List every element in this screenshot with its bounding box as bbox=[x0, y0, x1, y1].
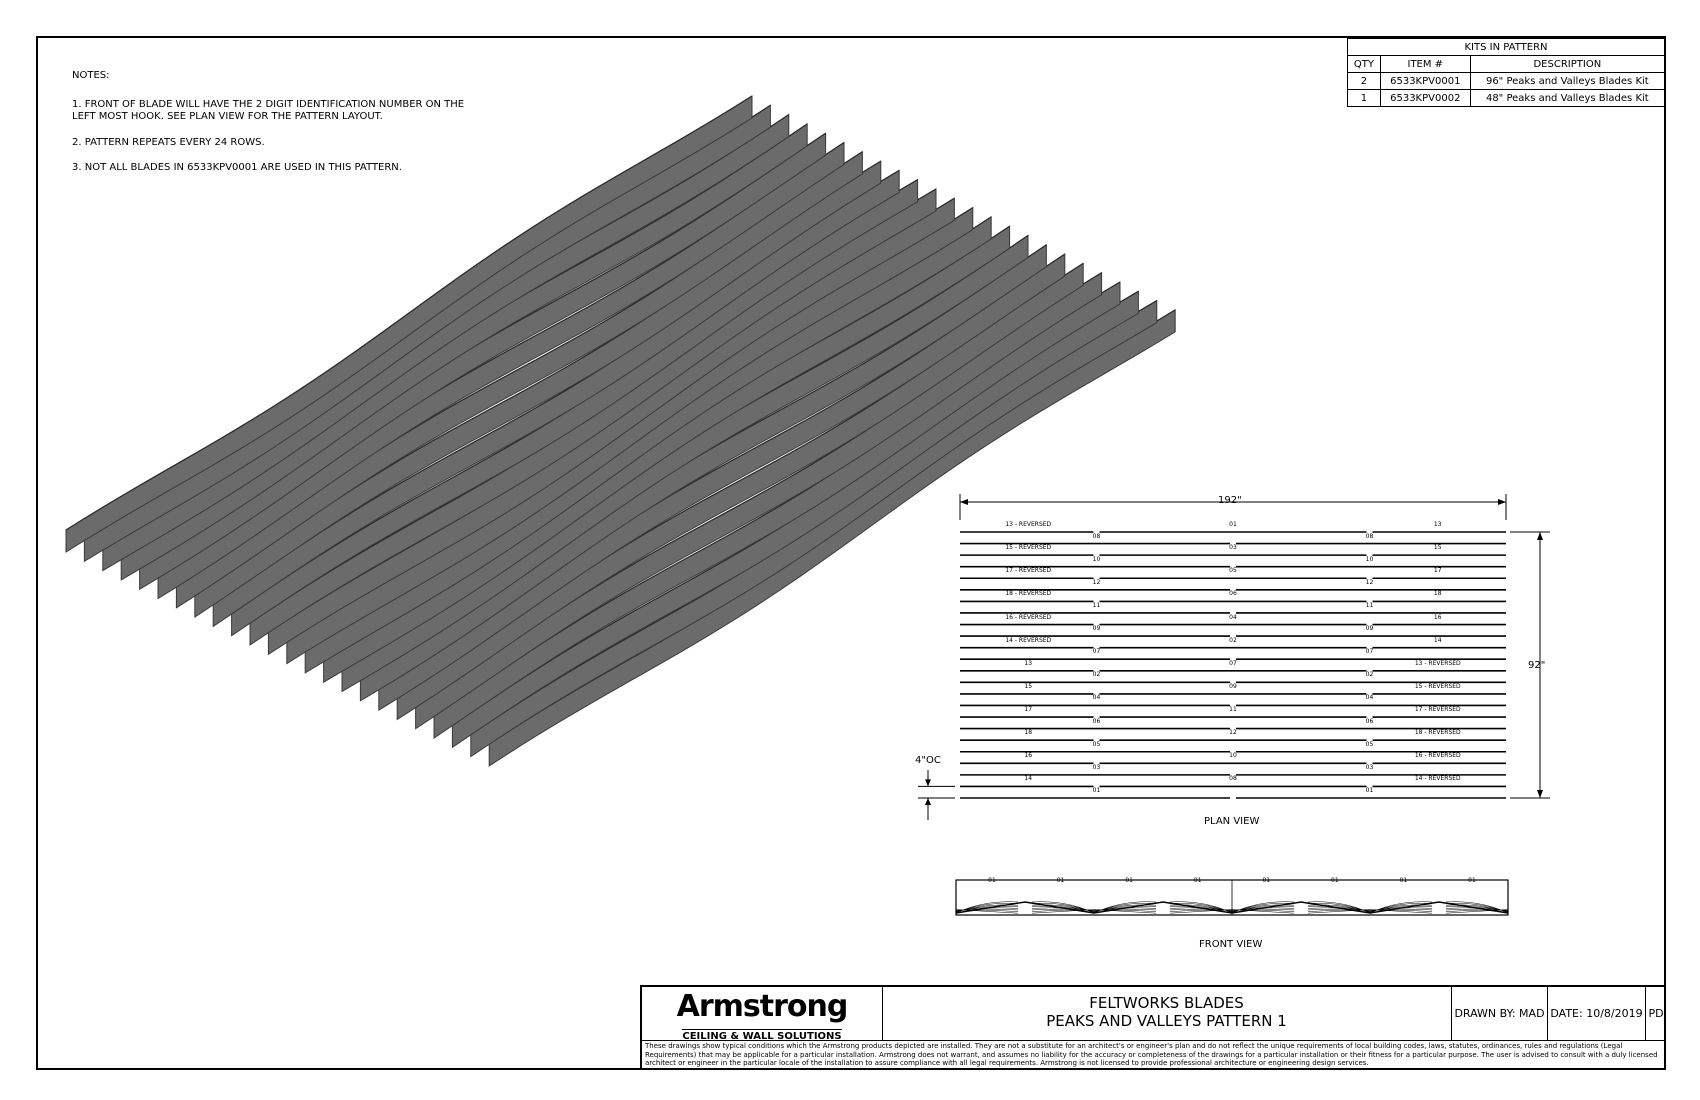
plan-blade-label: 10 bbox=[1092, 555, 1101, 563]
plan-blade-label: 05 bbox=[1092, 740, 1101, 748]
kit-item: 6533KPV0002 bbox=[1380, 90, 1470, 107]
drawing-title-line-2: PEAKS AND VALLEYS PATTERN 1 bbox=[1046, 1012, 1287, 1030]
plan-blade-label: 14 bbox=[1024, 775, 1033, 783]
drawing-code: PD bbox=[1645, 987, 1666, 1040]
plan-blade-label: 15 bbox=[1024, 682, 1033, 690]
plan-blade-label: 01 bbox=[1092, 787, 1101, 794]
plan-blade-label: 02 bbox=[1229, 636, 1237, 644]
plan-blade-label: 03 bbox=[1365, 763, 1374, 771]
plan-blade-label: 08 bbox=[1092, 532, 1101, 540]
kits-header-item: ITEM # bbox=[1380, 56, 1470, 73]
front-hook-label: 01 bbox=[1193, 877, 1202, 884]
front-hook-label: 01 bbox=[1399, 877, 1408, 884]
plan-blade-label: 14 bbox=[1433, 636, 1442, 644]
plan-blade-label: 06 bbox=[1229, 590, 1237, 598]
plan-blade-label: 07 bbox=[1229, 659, 1237, 667]
front-hook-label: 01 bbox=[1468, 877, 1476, 884]
front-view-caption: FRONT VIEW bbox=[1199, 939, 1263, 950]
plan-blade-label: 17 bbox=[1433, 567, 1442, 575]
note-2: 2. PATTERN REPEATS EVERY 24 ROWS. bbox=[72, 136, 265, 148]
plan-blade-label: 12 bbox=[1229, 729, 1237, 737]
plan-blade-label: 16 - REVERSED bbox=[1005, 613, 1052, 621]
kits-header-qty: QTY bbox=[1348, 56, 1381, 73]
plan-blade-label: 13 bbox=[1433, 521, 1442, 528]
plan-blade-label: 08 bbox=[1229, 775, 1237, 783]
plan-blade-label: 18 bbox=[1024, 729, 1033, 737]
plan-blade-label: 07 bbox=[1365, 648, 1374, 656]
kit-qty: 1 bbox=[1348, 90, 1381, 107]
drawing-title-line-1: FELTWORKS BLADES bbox=[1089, 994, 1244, 1012]
drawing-date: DATE: 10/8/2019 bbox=[1547, 987, 1645, 1040]
plan-blade-label: 02 bbox=[1092, 671, 1101, 679]
plan-blade-label: 05 bbox=[1229, 567, 1237, 575]
plan-spacing-dimension: 4"OC bbox=[915, 755, 941, 766]
plan-blade-label: 03 bbox=[1229, 544, 1237, 552]
note-3: 3. NOT ALL BLADES IN 6533KPV0001 ARE USED IN THIS PATTERN. bbox=[72, 162, 402, 173]
kit-description: 48" Peaks and Valleys Blades Kit bbox=[1470, 90, 1664, 107]
kits-table-title: KITS IN PATTERN bbox=[1348, 39, 1665, 56]
plan-blade-label: 11 bbox=[1229, 706, 1237, 714]
plan-blade-label: 11 bbox=[1365, 601, 1374, 609]
front-hook-label: 01 bbox=[1262, 877, 1271, 884]
front-hook-label: 01 bbox=[1125, 877, 1133, 884]
plan-blade-label: 12 bbox=[1365, 578, 1374, 586]
plan-blade-label: 17 - REVERSED bbox=[1414, 706, 1461, 714]
kit-item: 6533KPV0001 bbox=[1380, 73, 1470, 90]
note-1-line-2: LEFT MOST HOOK. SEE PLAN VIEW FOR THE PATTERN LAYOUT. bbox=[72, 111, 383, 122]
kits-header-description: DESCRIPTION bbox=[1470, 56, 1664, 73]
plan-blade-label: 05 bbox=[1365, 740, 1374, 748]
kit-description: 96" Peaks and Valleys Blades Kit bbox=[1470, 73, 1664, 90]
plan-blade-label: 09 bbox=[1365, 625, 1374, 633]
plan-blade-label: 13 - REVERSED bbox=[1414, 659, 1461, 667]
armstrong-logo bbox=[642, 987, 883, 1040]
plan-blade-label: 04 bbox=[1092, 694, 1101, 702]
plan-blade-label: 03 bbox=[1092, 763, 1101, 771]
drawn-by: DRAWN BY: MAD bbox=[1451, 987, 1547, 1040]
drawing-title bbox=[882, 987, 1451, 1040]
plan-blade-label: 15 - REVERSED bbox=[1414, 682, 1461, 690]
plan-blade-label: 06 bbox=[1365, 717, 1374, 725]
title-block bbox=[640, 985, 1666, 1070]
plan-blade-label: 17 - REVERSED bbox=[1005, 567, 1052, 575]
note-1-line-1: 1. FRONT OF BLADE WILL HAVE THE 2 DIGIT IDENTIFICATION NUMBER ON THE bbox=[72, 98, 465, 110]
plan-blade-label: 07 bbox=[1092, 648, 1101, 656]
front-hook-label: 01 bbox=[1056, 877, 1065, 884]
plan-blade-label: 04 bbox=[1229, 613, 1237, 621]
plan-blade-label: 13 - REVERSED bbox=[1005, 521, 1052, 528]
plan-blade-label: 16 - REVERSED bbox=[1414, 752, 1461, 760]
plan-blade-label: 10 bbox=[1365, 555, 1374, 563]
plan-blade-label: 13 bbox=[1024, 659, 1033, 667]
plan-blade-label: 09 bbox=[1092, 625, 1101, 633]
plan-blade-label: 14 - REVERSED bbox=[1005, 636, 1052, 644]
plan-blade-label: 06 bbox=[1092, 717, 1101, 725]
kit-qty: 2 bbox=[1348, 73, 1381, 90]
logo-wordmark: Armstrong bbox=[676, 989, 848, 1024]
plan-height-dimension: 92" bbox=[1528, 660, 1546, 671]
disclaimer-text: These drawings show typical conditions which the Armstrong products depicted are installed. They are not a substitute for an architect's or engineer's plan and do not reflect the unique requirements of local building codes, laws, statutes, ordinances, rules and regulations (Legal Requirements) that may be applicable for a particular installation. Armstrong does not warrant, and assumes no liability for the accuracy or completeness of the drawings for a particular installation or their fitness for a particular purpose. The user is advised to consult with a duly licensed architect or engineer in the particular locale of the installation to assure compliance with all legal requirements. Armstrong is not licensed to provide professional architecture or engineering design services. bbox=[642, 1040, 1666, 1070]
plan-view-caption: PLAN VIEW bbox=[1204, 816, 1260, 827]
plan-blade-label: 15 - REVERSED bbox=[1005, 544, 1052, 552]
plan-blade-label: 15 bbox=[1433, 544, 1442, 552]
plan-blade-label: 16 bbox=[1024, 752, 1033, 760]
plan-blade-label: 04 bbox=[1365, 694, 1374, 702]
front-hook-label: 01 bbox=[1331, 877, 1339, 884]
notes-title: NOTES: bbox=[72, 70, 110, 81]
plan-blade-label: 17 bbox=[1024, 706, 1033, 714]
plan-blade-label: 01 bbox=[1365, 787, 1374, 794]
plan-blade-label: 16 bbox=[1433, 613, 1442, 621]
plan-blade-label: 14 - REVERSED bbox=[1414, 775, 1461, 783]
plan-blade-label: 12 bbox=[1092, 578, 1101, 586]
plan-blade-label: 18 - REVERSED bbox=[1414, 729, 1461, 737]
plan-blade-label: 18 - REVERSED bbox=[1005, 590, 1052, 598]
plan-blade-label: 02 bbox=[1365, 671, 1374, 679]
plan-blade-label: 11 bbox=[1092, 601, 1101, 609]
plan-blade-label: 10 bbox=[1229, 752, 1237, 760]
plan-blade-label: 09 bbox=[1229, 682, 1237, 690]
logo-subtitle: CEILING & WALL SOLUTIONS bbox=[682, 1031, 842, 1042]
plan-blade-label: 18 bbox=[1433, 590, 1442, 598]
plan-blade-label: 08 bbox=[1365, 532, 1374, 540]
front-hook-label: 01 bbox=[988, 877, 996, 884]
plan-blade-label: 01 bbox=[1229, 521, 1237, 528]
plan-width-dimension: 192" bbox=[1218, 495, 1242, 506]
